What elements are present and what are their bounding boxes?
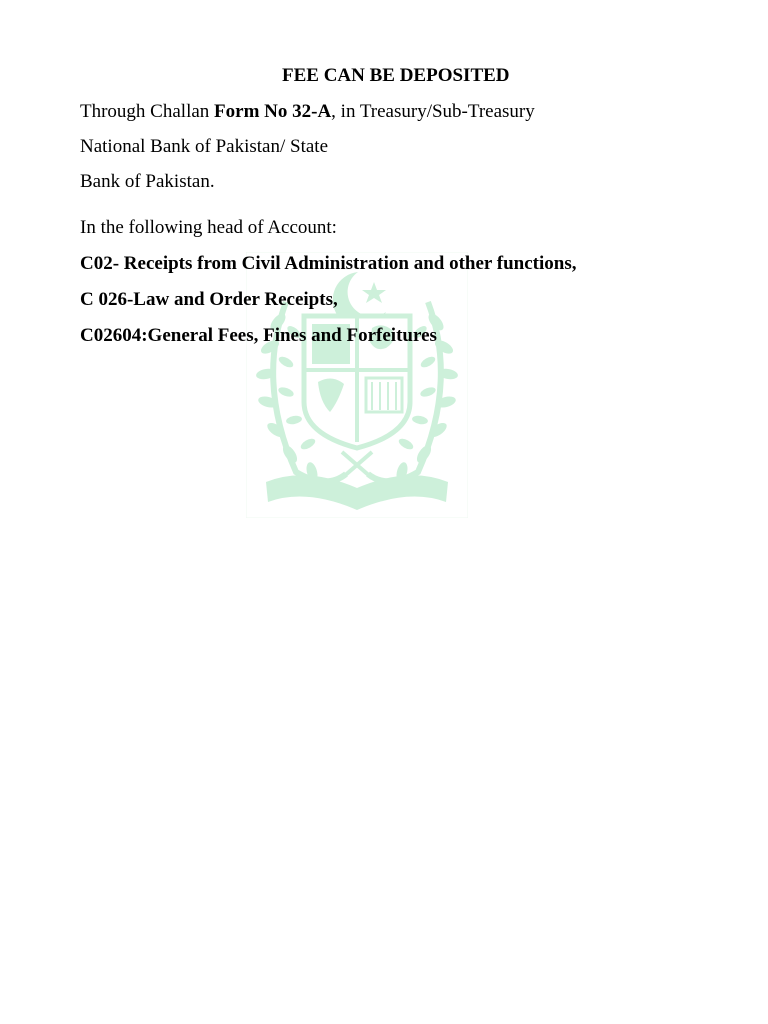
challan-prefix: Through Challan	[80, 101, 215, 122]
challan-line	[80, 101, 535, 123]
bank-line-2: Bank of Pakistan.	[80, 171, 215, 192]
account-head-major: C02- Receipts from Civil Administration and other functions,	[80, 253, 577, 274]
account-intro: In the following head of Account:	[80, 217, 337, 238]
account-head-detailed: C02604:General Fees, Fines and Forfeitures	[80, 325, 437, 346]
form-number: Form No 32-A	[214, 101, 332, 122]
challan-suffix: , in Treasury/Sub-Treasury	[331, 101, 535, 122]
account-head-minor: C 026-Law and Order Receipts,	[80, 289, 338, 310]
bank-line-1: National Bank of Pakistan/ State	[80, 136, 329, 157]
document-title: FEE CAN BE DEPOSITED	[282, 65, 510, 86]
